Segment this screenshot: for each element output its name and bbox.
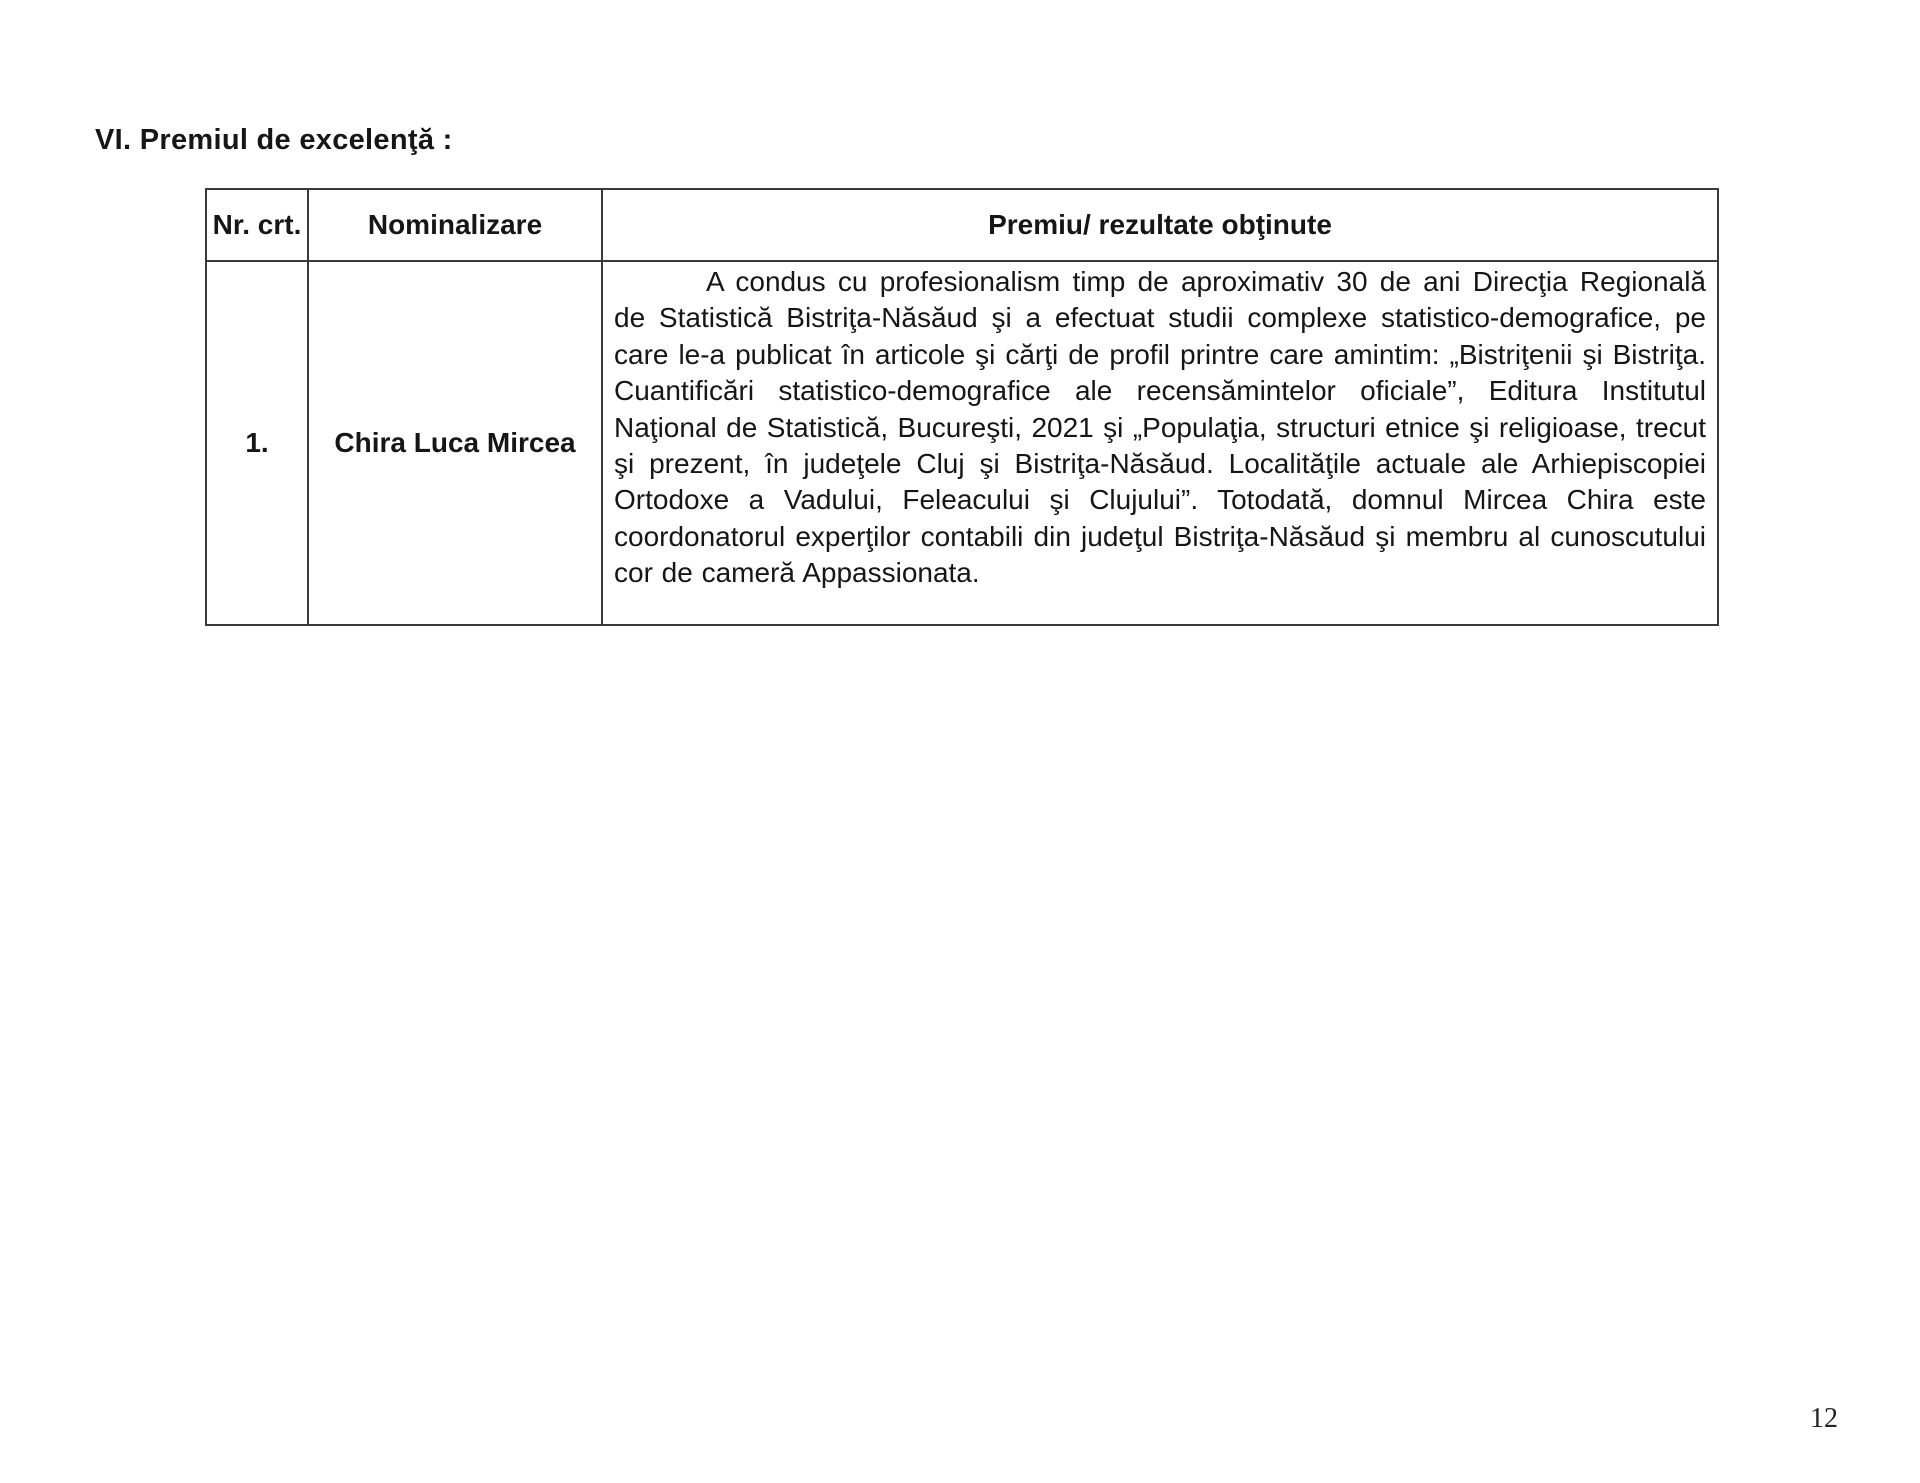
header-row (206, 189, 1718, 261)
cell-nominee-name: Chira Luca Mircea (308, 261, 602, 625)
page-number: 12 (1810, 1403, 1838, 1434)
awards-table (205, 188, 1719, 626)
col-header-nominalizare: Nominalizare (308, 189, 602, 261)
award-description-paragraph: A condus cu profesionalism timp de aproximativ 30 de ani Direcţia Regională de Statistică Bistriţa-Năsăud şi a efectuat studii complexe statistico-demografice, pe care le-a publicat în articole şi cărţi de profil printre care amintim: „Bistriţenii şi Bistriţa. Cuantificări statistico-demografice ale recensămintelor oficiale”, Editura Institutul Naţional de Statistică, Bucureşti, 2021 şi „Populaţia, structuri etnice şi religioase, trecut şi prezent, în judeţele Cluj şi Bistriţa-Năsăud. Localităţile actuale ale Arhiepiscopiei Ortodoxe a Vadului, Feleacului şi Clujului”. Totodată, domnul Mircea Chira este coordonatorul experţilor contabili din judeţul Bistriţa-Năsăud şi membru al cunoscutului cor de cameră Appassionata. (614, 266, 1706, 589)
cell-row-number: 1. (206, 261, 308, 625)
cell-award-description (602, 261, 1718, 625)
col-header-premiu: Premiu/ rezultate obţinute (602, 189, 1718, 261)
table-row (206, 261, 1718, 625)
col-header-nr: Nr. crt. (206, 189, 308, 261)
section-heading: VI. Premiul de excelenţă : (95, 124, 453, 156)
